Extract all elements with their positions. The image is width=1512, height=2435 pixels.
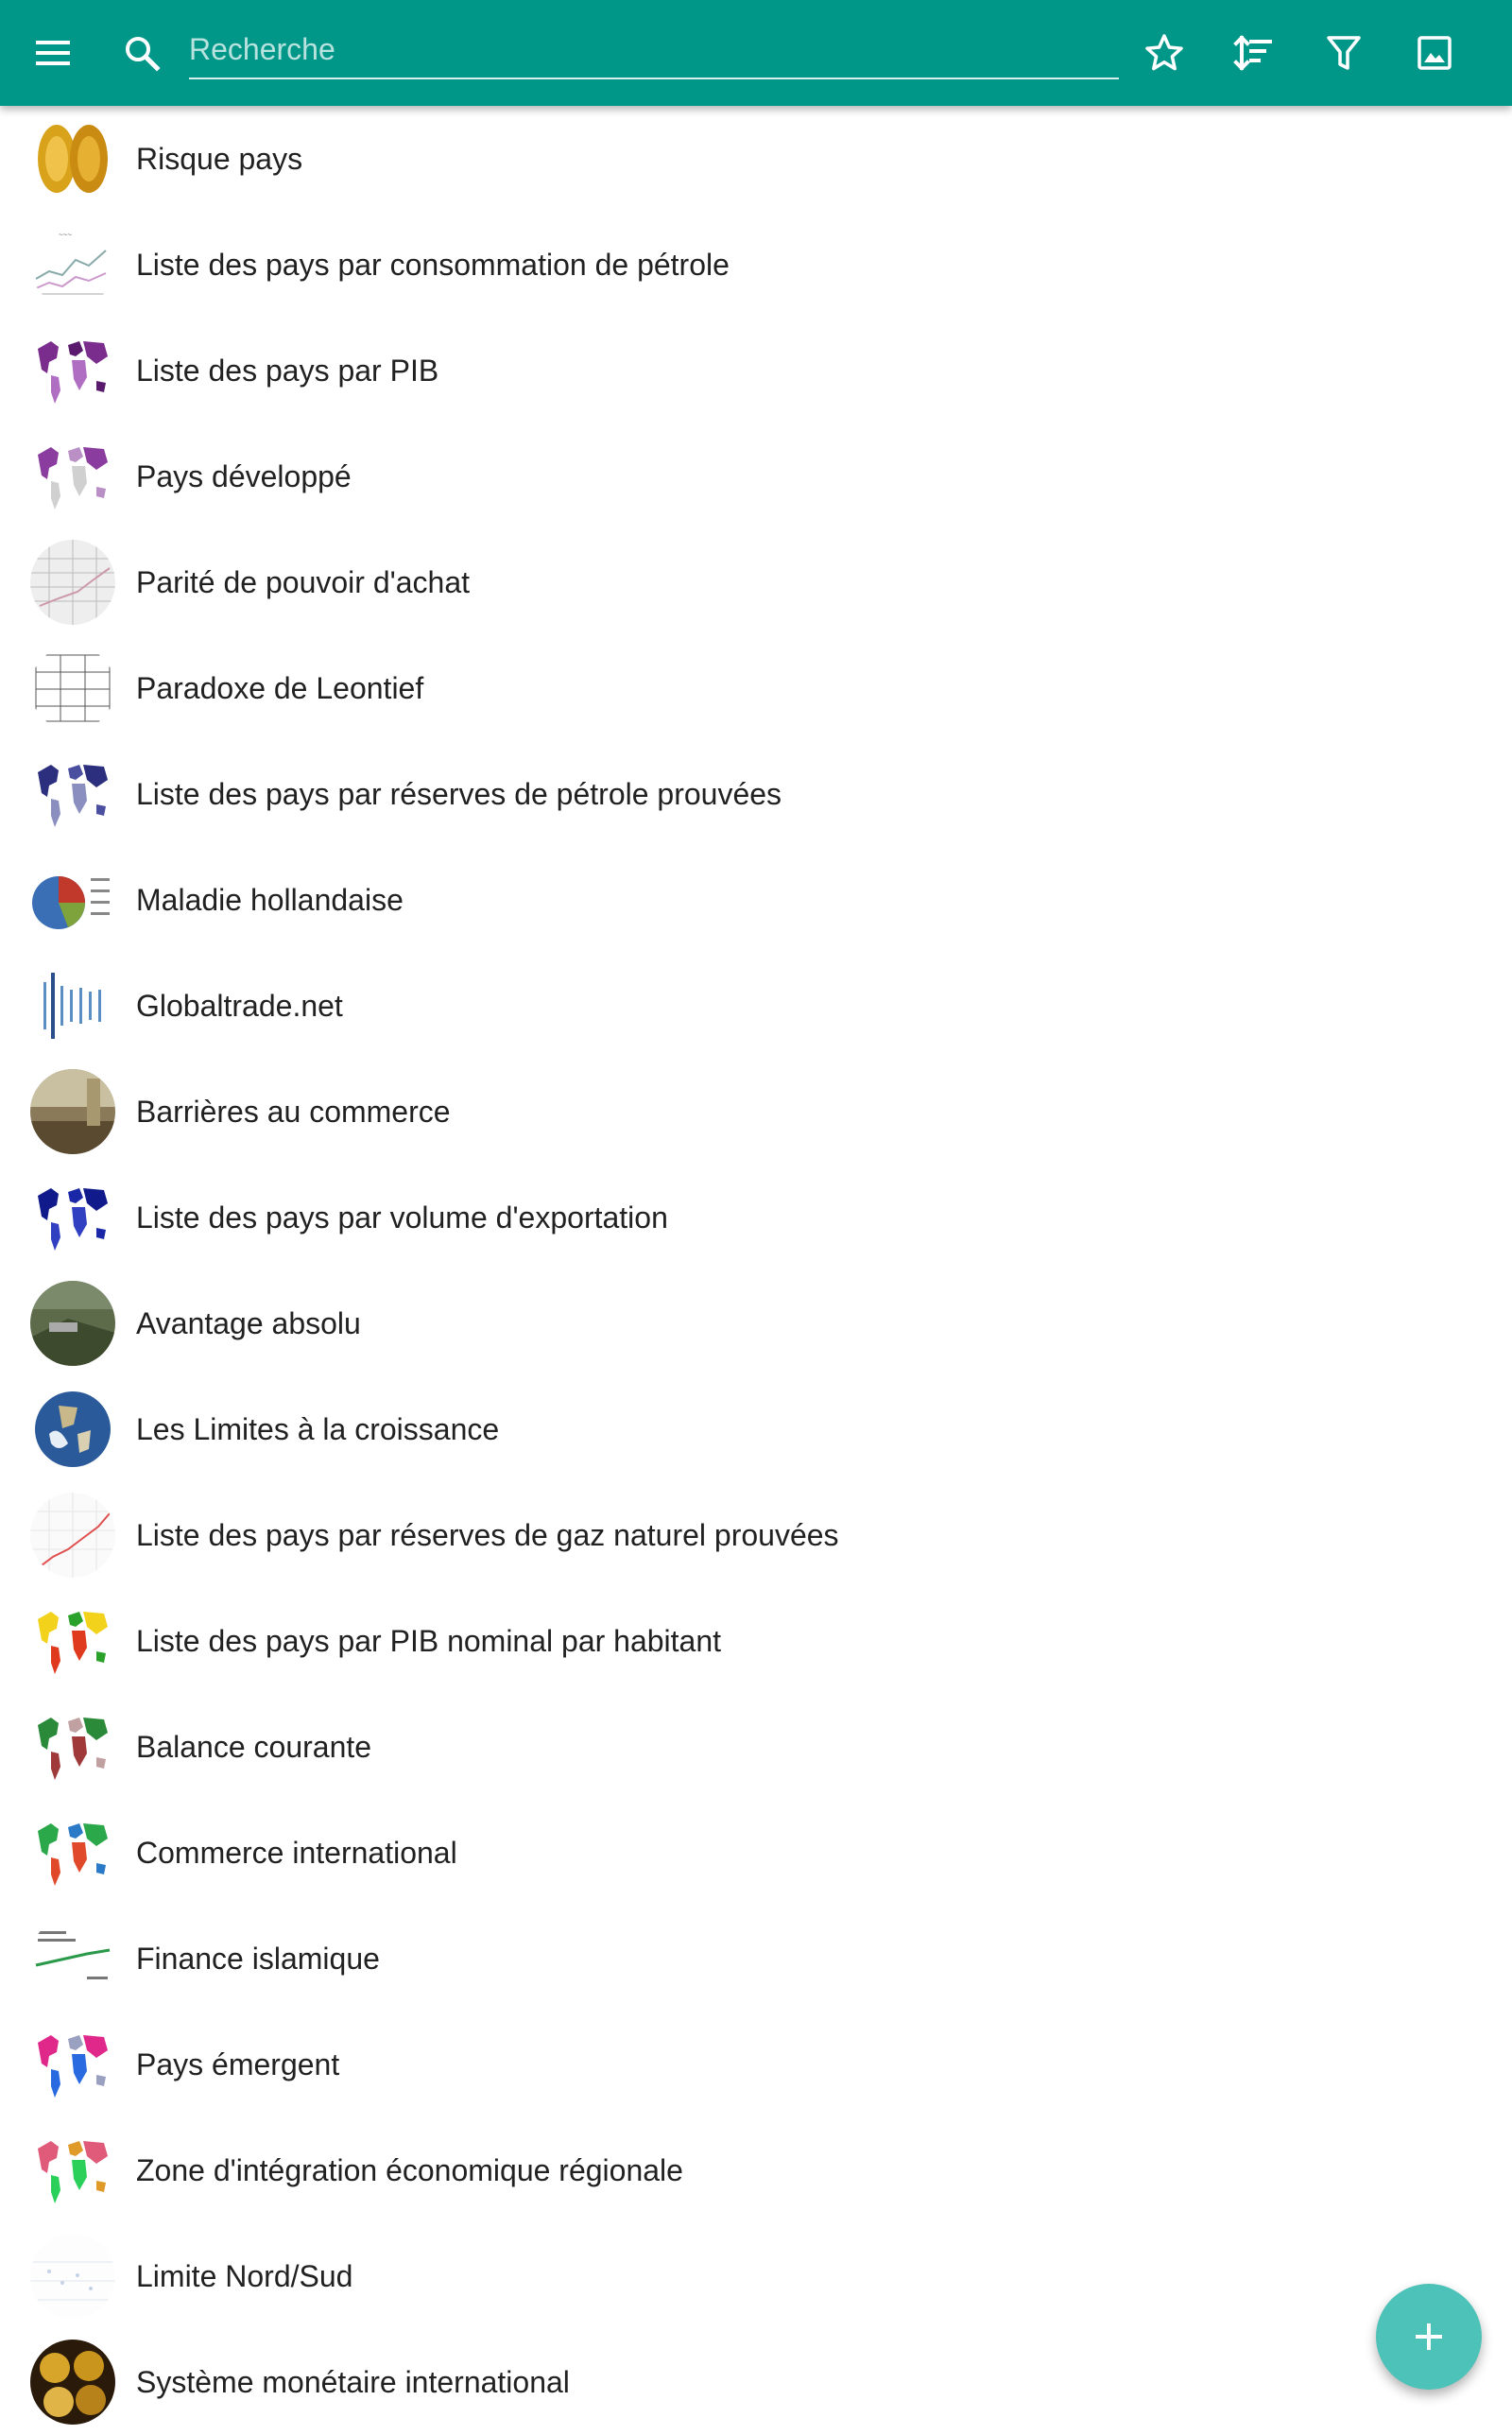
- article-title: Pays développé: [136, 459, 352, 493]
- list-item[interactable]: [0, 2223, 1512, 2329]
- list-item[interactable]: [0, 635, 1512, 741]
- article-title: Maladie hollandaise: [136, 883, 404, 917]
- list-item[interactable]: [0, 953, 1512, 1059]
- plus-icon: [1410, 2318, 1448, 2356]
- article-thumbnail: [30, 328, 115, 413]
- article-title: Parité de pouvoir d'achat: [136, 565, 470, 599]
- list-item[interactable]: [0, 318, 1512, 423]
- article-thumbnail: [30, 2022, 115, 2107]
- list-item[interactable]: [0, 529, 1512, 635]
- list-item[interactable]: [0, 2329, 1512, 2435]
- article-list: [0, 106, 1512, 2435]
- list-item[interactable]: [0, 1270, 1512, 1376]
- article-title: Liste des pays par réserves de pétrole prouvées: [136, 777, 782, 811]
- search-icon: [121, 32, 163, 74]
- article-thumbnail: [30, 751, 115, 837]
- article-thumbnail: [30, 1069, 115, 1154]
- article-thumbnail: [30, 1175, 115, 1260]
- search-button[interactable]: [104, 15, 180, 91]
- list-item[interactable]: [0, 741, 1512, 847]
- list-item[interactable]: [0, 2012, 1512, 2117]
- article-title: Finance islamique: [136, 1942, 380, 1976]
- list-item[interactable]: [0, 423, 1512, 529]
- article-title: Commerce international: [136, 1836, 457, 1870]
- article-thumbnail: [30, 2128, 115, 2213]
- article-title: Balance courante: [136, 1730, 372, 1764]
- article-thumbnail: [30, 1810, 115, 1895]
- list-item[interactable]: [0, 1588, 1512, 1694]
- star-outline-icon: [1143, 32, 1185, 74]
- list-item[interactable]: [0, 1906, 1512, 2012]
- menu-button[interactable]: [15, 15, 91, 91]
- article-title: Barrières au commerce: [136, 1095, 451, 1129]
- article-title: Globaltrade.net: [136, 989, 343, 1023]
- article-thumbnail: [30, 857, 115, 942]
- article-title: Liste des pays par PIB nominal par habitant: [136, 1624, 722, 1658]
- article-title: Avantage absolu: [136, 1306, 361, 1340]
- article-thumbnail: [30, 540, 115, 625]
- article-thumbnail: [30, 1387, 115, 1472]
- article-title: Liste des pays par volume d'exportation: [136, 1200, 668, 1235]
- article-thumbnail: [30, 1493, 115, 1578]
- favorites-button[interactable]: [1126, 15, 1202, 91]
- list-item[interactable]: [0, 106, 1512, 212]
- filter-icon: [1323, 32, 1365, 74]
- app-bar: [0, 0, 1512, 106]
- article-title: Liste des pays par PIB: [136, 354, 439, 388]
- article-thumbnail: [30, 1704, 115, 1789]
- article-thumbnail: [30, 222, 115, 307]
- article-thumbnail: [30, 2340, 115, 2425]
- sort-icon: [1232, 32, 1274, 74]
- article-thumbnail: [30, 1598, 115, 1684]
- list-item[interactable]: [0, 1165, 1512, 1270]
- list-item[interactable]: [0, 847, 1512, 953]
- article-thumbnail: [30, 646, 115, 731]
- list-item[interactable]: [0, 1482, 1512, 1588]
- article-thumbnail: [30, 2234, 115, 2319]
- article-title: Liste des pays par réserves de gaz naturel prouvées: [136, 1518, 839, 1552]
- article-thumbnail: [30, 1916, 115, 2001]
- article-title: Pays émergent: [136, 2047, 340, 2081]
- article-title: Risque pays: [136, 142, 303, 176]
- article-title: Liste des pays par consommation de pétrole: [136, 248, 730, 282]
- article-title: Les Limites à la croissance: [136, 1412, 500, 1446]
- article-title: Zone d'intégration économique régionale: [136, 2153, 683, 2187]
- menu-icon: [34, 34, 72, 72]
- svg-text:~~~: ~~~: [59, 231, 73, 239]
- article-title: Limite Nord/Sud: [136, 2259, 353, 2293]
- article-thumbnail: [30, 116, 115, 201]
- images-toggle-button[interactable]: [1397, 15, 1472, 91]
- filter-button[interactable]: [1306, 15, 1382, 91]
- article-title: Paradoxe de Leontief: [136, 671, 424, 705]
- list-item[interactable]: [0, 1694, 1512, 1800]
- add-button[interactable]: [1376, 2284, 1482, 2390]
- list-item[interactable]: [0, 212, 1512, 318]
- image-icon: [1414, 32, 1455, 74]
- list-item[interactable]: [0, 1800, 1512, 1906]
- article-thumbnail: [30, 434, 115, 519]
- list-item[interactable]: [0, 2117, 1512, 2223]
- search-field: [189, 21, 1119, 79]
- article-thumbnail: [30, 963, 115, 1048]
- article-title: Système monétaire international: [136, 2365, 570, 2399]
- list-item[interactable]: [0, 1376, 1512, 1482]
- search-input[interactable]: [189, 21, 1119, 78]
- article-thumbnail: [30, 1281, 115, 1366]
- sort-button[interactable]: [1215, 15, 1291, 91]
- list-item[interactable]: [0, 1059, 1512, 1165]
